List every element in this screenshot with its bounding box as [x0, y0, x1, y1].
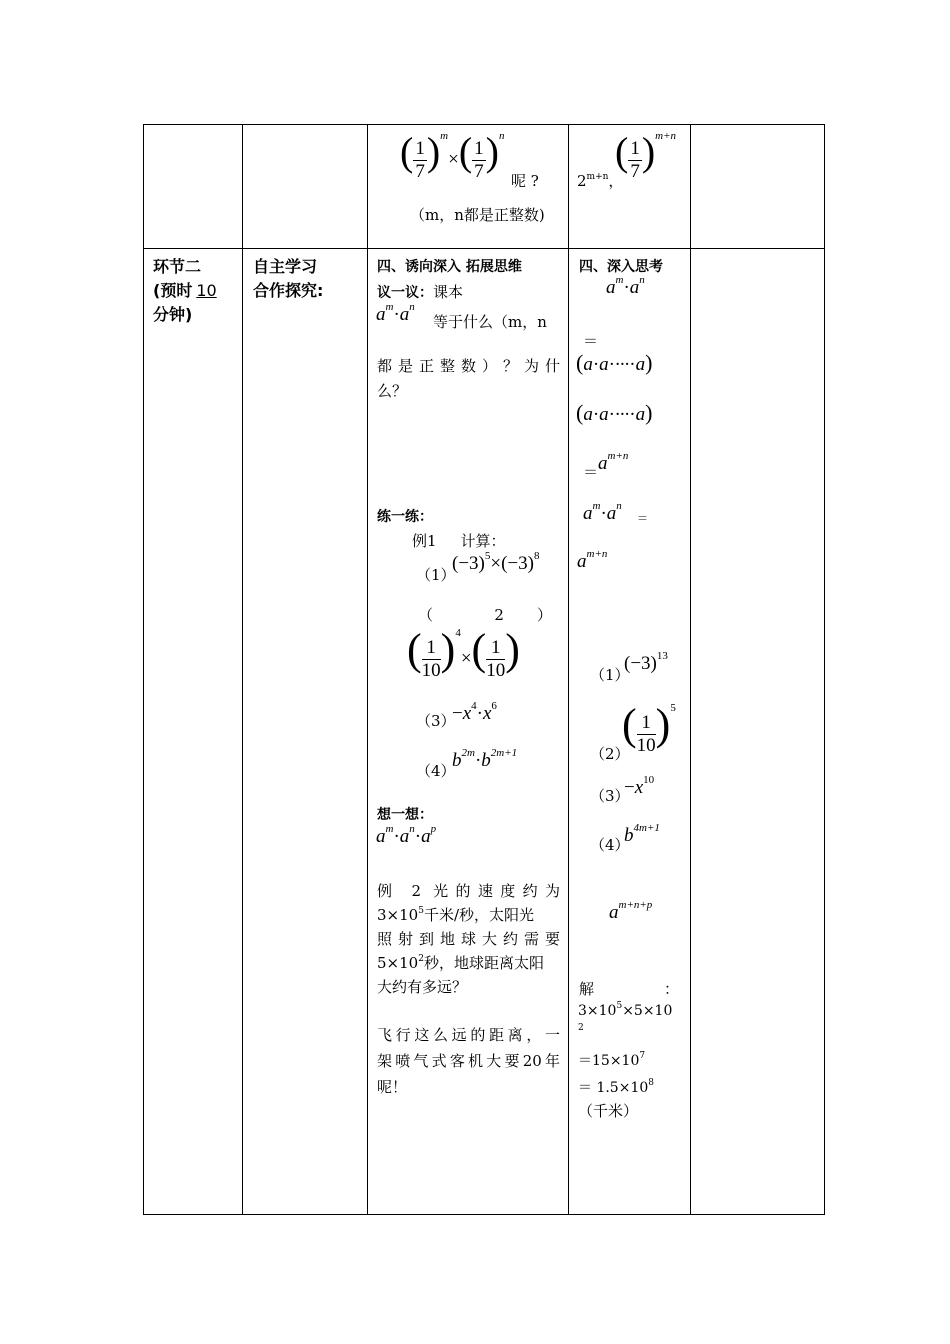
item-1-expression: $(-3)^5\times(-3)^8$ [452, 550, 540, 574]
example-1-label: 例1 [412, 532, 437, 550]
rule-rhs: $a^{m+n}$ [577, 548, 608, 572]
question-suffix: 呢 ? [511, 172, 539, 190]
product-m-factors: (a·a·····a) [576, 350, 653, 375]
solution-product: ＝15×10 [578, 1053, 640, 1069]
table-border-right [824, 124, 825, 1215]
answer-1: $(-3)^{13}$ [624, 650, 668, 674]
solution-exponent-1: 5 [616, 1001, 623, 1011]
solution-line-1 [578, 1003, 672, 1019]
discuss-label: 议一议： [377, 285, 433, 301]
activity-label-line2: 合作探究: [253, 281, 324, 300]
item-1-label: （1） [416, 566, 456, 584]
discuss-question: 等于什么（m，n [433, 313, 547, 331]
answer-2: ( $\frac{1}{10}$ )$^5$ [622, 700, 676, 757]
solution-line-2 [578, 1050, 645, 1070]
table-col-divider-3 [568, 124, 569, 1215]
stage-title: 环节二 [153, 257, 202, 276]
discuss-text: 课本 [433, 283, 464, 301]
stage-label [153, 255, 221, 327]
formula-fraction-power: ( $\frac{1}{7}$ )$^{m+n}$ [615, 129, 677, 183]
item-3-expression: $-x^4\cdot x^6$ [452, 700, 497, 724]
answer-1-label: （1） [590, 666, 630, 684]
table-row-divider [143, 248, 825, 249]
power-exponent: m+n [586, 172, 609, 182]
solution-label: 解 ： [579, 980, 679, 998]
table-border-top [143, 124, 825, 125]
example-1-task: 计算： [460, 532, 506, 550]
time-unit-text: 秒，地球距离太阳 [423, 954, 544, 972]
rule-lhs: $a^m\cdot a^n$ [583, 500, 622, 524]
result-am-plus-n: $a^{m+n}$ [598, 450, 629, 474]
discuss-line [377, 281, 463, 302]
time-suffix: 分钟) [153, 305, 193, 324]
table-col-divider-2 [367, 124, 368, 1215]
table-border-left [143, 124, 144, 1215]
solution-exponent-2: 2 [578, 1023, 584, 1033]
activity-label [253, 255, 323, 303]
section-heading: 四、诱向深入 拓展思维 [377, 259, 522, 275]
solution-line-3 [578, 1077, 654, 1097]
formula-am-an: $a^m\cdot a^n$ [376, 301, 415, 325]
item-2-label: （ 2 ） [418, 606, 552, 624]
think-answer: $a^{m+n+p}$ [609, 899, 653, 923]
answer-3: $-x^{10}$ [624, 774, 655, 798]
stage-time [153, 279, 221, 303]
speed-unit-text: 千米/秒，太阳光 [423, 906, 534, 924]
example-2-line-3: 照射到地球大约需要 [377, 930, 560, 948]
time-exponent: 2 [418, 954, 424, 964]
item-4-label: （4） [416, 762, 456, 780]
example-2-line-2 [377, 904, 534, 925]
speed-value: 3×10 [377, 906, 419, 924]
formula-am-an-ap: $a^m\cdot a^n\cdot a^p$ [376, 823, 437, 847]
example-1 [412, 530, 506, 551]
table-col-divider-4 [690, 124, 691, 1215]
formula-fraction-product: ( $\frac{1}{7}$ )$^m$×( $\frac{1}{7}$ )$^n$ [400, 129, 505, 183]
equals-sign-3: ＝ [637, 512, 648, 525]
formula-am-an-2: $a^m\cdot a^n$ [606, 274, 645, 298]
discuss-question-2: 都是正整数）？为什 [377, 357, 560, 375]
speed-exponent: 5 [418, 906, 424, 916]
answer-4: $b^{4m+1}$ [624, 822, 660, 846]
discuss-question-3: 么？ [377, 382, 408, 400]
positive-integer-note: （m，n都是正整数) [410, 206, 545, 224]
answer-2-label: （2） [590, 745, 630, 763]
practice-label: 练一练： [377, 509, 433, 525]
solution-result: ＝ 1.5×10 [578, 1080, 649, 1096]
example-2-line-1: 例 2 光的速度约为 [377, 882, 560, 900]
answer-4-label: （4） [590, 836, 630, 854]
flight-line-1: 飞行这么远的距离，一 [377, 1026, 560, 1044]
solution-factor-1: 3×10 [578, 1003, 617, 1019]
table-col-divider-1 [242, 124, 243, 1215]
think-label: 想一想： [377, 807, 433, 823]
comma: ， [608, 172, 624, 190]
item-2-expression: ( $\frac{1}{10}$ )$^4$×( $\frac{1}{10}$ ) [407, 625, 520, 682]
item-3-label: （3） [416, 712, 456, 730]
example-2-line-5: 大约有多远？ [377, 978, 468, 996]
solution-product-exponent: 7 [639, 1051, 646, 1061]
equals-sign-1: ＝ [583, 332, 599, 350]
equals-sign-2: ＝ [583, 463, 599, 481]
table-border-bottom [143, 1214, 825, 1215]
item-4-expression: $b^{2m}\cdot b^{2m+1}$ [452, 747, 518, 771]
think-deeper-heading: 四、深入思考 [579, 259, 663, 275]
activity-label-line1: 自主学习 [253, 257, 318, 276]
time-value: 10 [196, 281, 217, 300]
example-2-line-4 [377, 952, 544, 973]
solution-unit: （千米） [578, 1102, 639, 1120]
power-base: 2 [577, 172, 587, 190]
flight-line-2: 架喷气式客机大要20年 [377, 1052, 560, 1070]
time-value: 5×10 [377, 954, 419, 972]
solution-result-exponent: 8 [648, 1078, 654, 1088]
product-n-factors: (a·a·····a) [576, 400, 653, 425]
answer-3-label: （3） [590, 787, 630, 805]
flight-line-3: 呢！ [377, 1078, 408, 1096]
solution-factor-2: ×5×10 [622, 1003, 673, 1019]
time-prefix: (预时 [153, 281, 193, 300]
